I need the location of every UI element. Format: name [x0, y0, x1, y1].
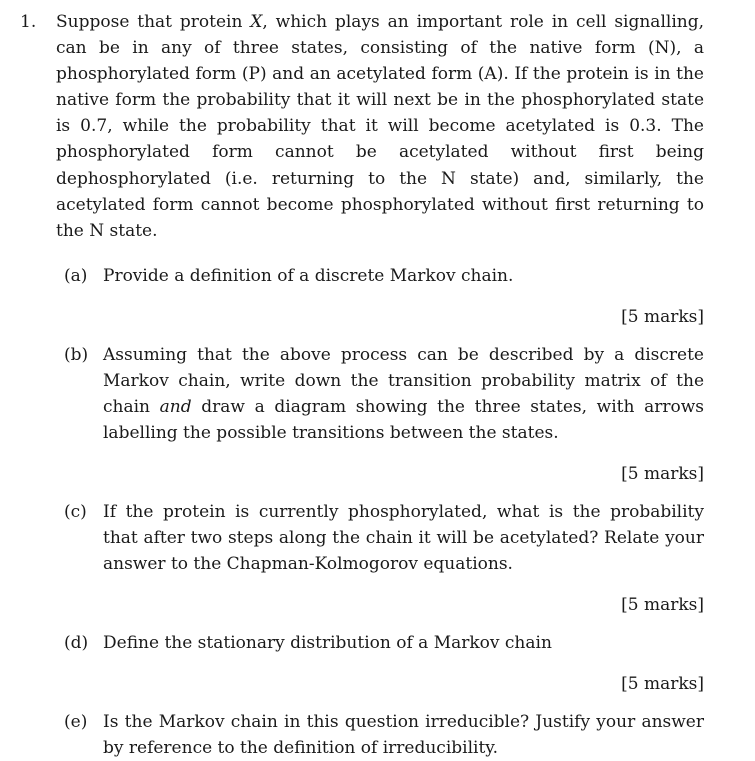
question-intro [56, 9, 704, 244]
part-a [64, 263, 704, 289]
part-d-label: (d) [64, 633, 89, 653]
intro-text-2: , which plays an important role in cell signalling, can be in any of three states, consisting of the native form (N), a phosphorylated form (P) and an acetylated form (A). If the protein is in the native form the probability that it will next be in the phosphorylated state is 0.7, while the probability that it will become acetylated is 0.3. The phosphorylated form cannot be acetylated without first being dephosphorylated (i.e. returning to the N state) and, similarly, the acetylated form cannot become phosphorylated without first returning to the N state. [56, 12, 704, 241]
part-c-label: (c) [64, 502, 87, 522]
part-c-marks: [5 marks] [621, 595, 704, 615]
part-d [64, 630, 704, 656]
part-b-marks: [5 marks] [621, 464, 704, 484]
intro-text-1: Suppose that protein [56, 12, 251, 32]
part-a-text: Provide a definition of a discrete Markov chain. [103, 266, 514, 286]
part-d-text: Define the stationary distribution of a Markov chain [103, 633, 552, 653]
part-b-emphasis: and [159, 397, 192, 418]
part-a-marks: [5 marks] [621, 307, 704, 327]
part-c-text: If the protein is currently phosphorylated, what is the probability that after two steps along the chain it will be acetylated? Relate your answer to the Chapman-Kolmogorov equations. [103, 502, 704, 575]
part-e [64, 709, 704, 761]
part-b-text-before: Assuming that the above process can be described by a discrete Markov chain, write down the transition probability matrix of the chain [103, 345, 704, 418]
part-a-label: (a) [64, 266, 88, 286]
protein-symbol: X [250, 12, 263, 32]
question-number: 1. [20, 12, 37, 32]
part-e-label: (e) [64, 712, 88, 732]
part-b [64, 342, 704, 446]
part-c [64, 499, 704, 577]
part-e-text: Is the Markov chain in this question irreducible? Justify your answer by reference to the definition of irreducibility. [103, 712, 704, 759]
part-d-marks: [5 marks] [621, 674, 704, 694]
part-b-text [103, 342, 704, 446]
part-b-label: (b) [64, 345, 89, 365]
part-b-text-after: draw a diagram showing the three states, with arrows labelling the possible transitions between the states. [103, 397, 704, 444]
